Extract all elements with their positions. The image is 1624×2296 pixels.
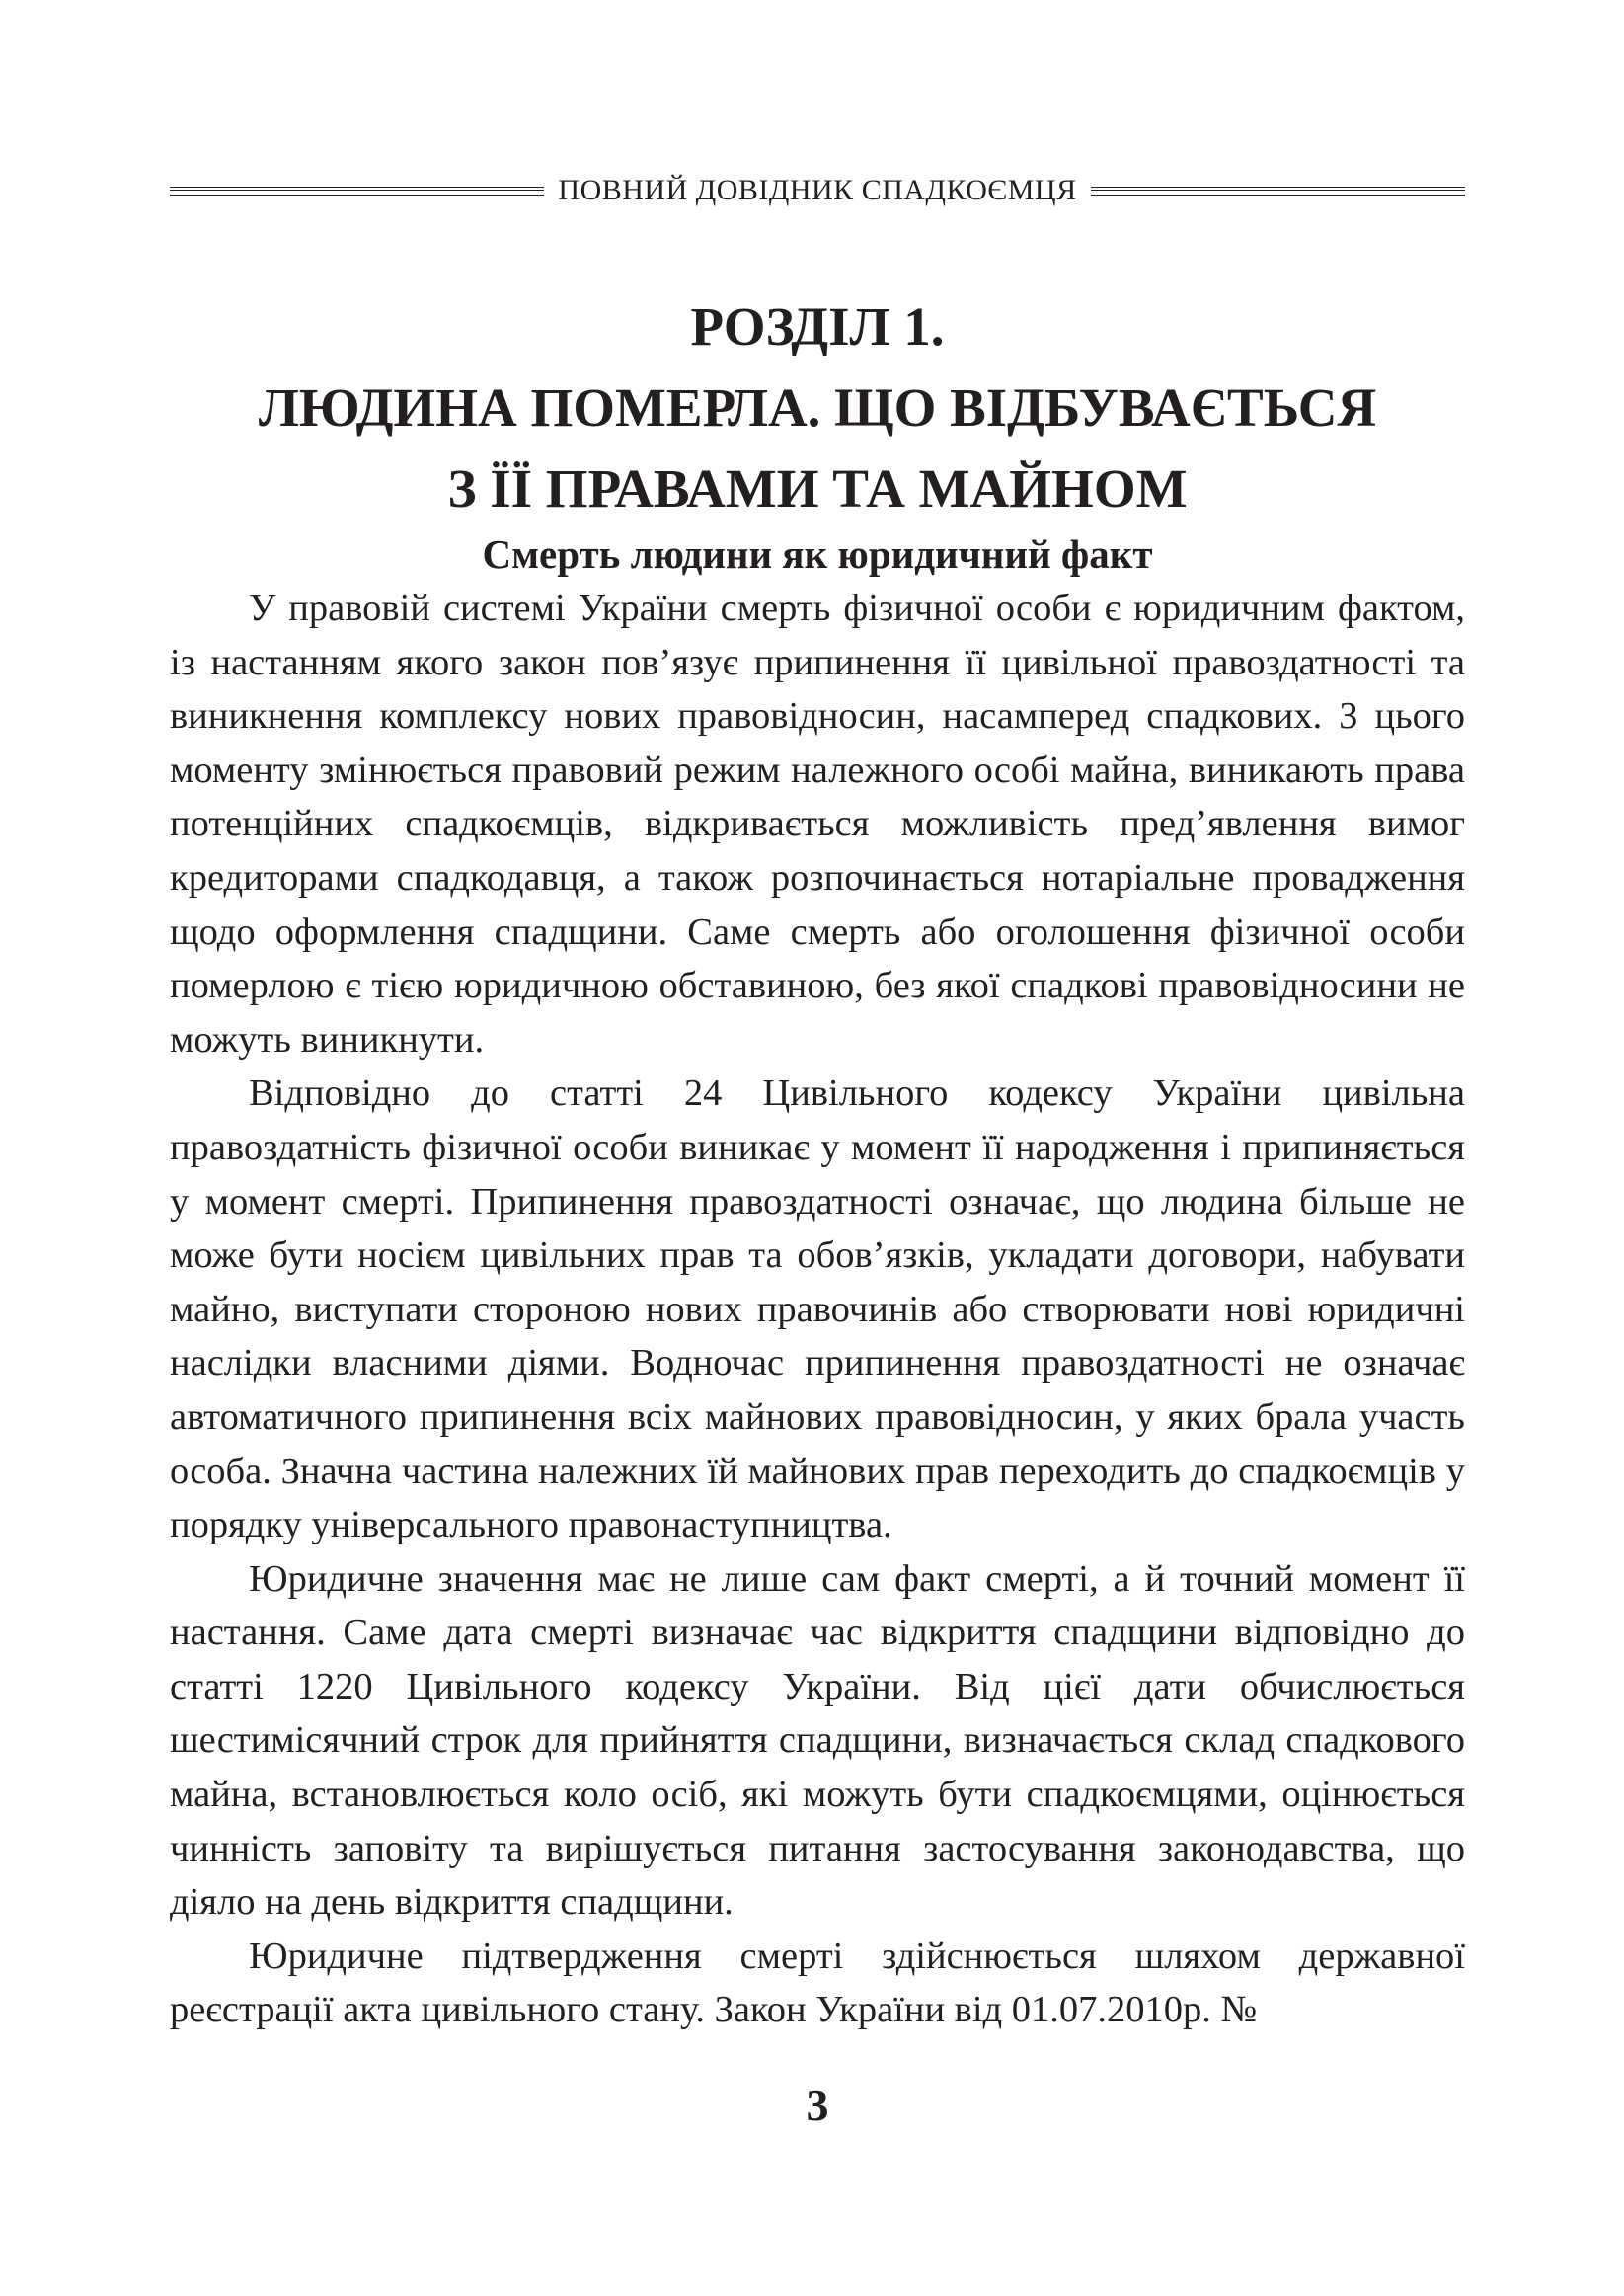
running-header: [170, 174, 1465, 207]
page-number: 3: [806, 2080, 829, 2130]
chapter-title: [170, 286, 1465, 529]
running-title: ПОВНИЙ ДОВІДНИК СПАДКОЄМЦЯ: [558, 174, 1077, 206]
paragraph: Відповідно до статті 24 Цивільного кодексу України цивільна правоздатність фізичної особи виникає у момент її народження і припиняється у момент смерті. Припинення правоздатності означає, що людина більше не може бути носієм цивільних прав та обов’язків, укладати договори, набувати майно, виступати стороною нових правочинів або створювати нові юридичні наслідки власними діями. Водночас припинення правоздатності не означає автоматичного припинення всіх майнових правовідносин, у яких брала участь особа. Значна частина належних їй майнових прав переходить до спадкоємців у порядку універсального правонаступництва.: [170, 1072, 1465, 1546]
paragraph: Юридичне підтвердження смерті здійснюється шляхом державної реєстрації акта цивільного стану. Закон України від 01.07.2010р. №: [170, 1935, 1465, 2031]
chapter-title-line: ЛЮДИНА ПОМЕРЛА. ЩО ВІДБУВАЄТЬСЯ: [258, 377, 1377, 437]
chapter-title-line: РОЗДІЛ 1.: [690, 296, 945, 356]
header-rule-right: [1091, 187, 1465, 196]
body-text: [170, 582, 1465, 2037]
paragraph: Юридичне значення має не лише сам факт смерті, а й точний момент її настання. Саме дата смерті визначає час відкриття спадщини відповідно до статті 1220 Цивільного кодексу України. Від цієї дати обчислюється шестимісячний строк для прийняття спадщини, визначається склад спадкового майна, встановлюється коло осіб, які можуть бути спадкоємцями, оцінюється чинність заповіту та вирішується питання застосування законодавства, що діяло на день відкриття спадщини.: [170, 1557, 1465, 1924]
header-rule-left: [170, 187, 544, 196]
chapter-title-line: З ЇЇ ПРАВАМИ ТА МАЙНОМ: [447, 458, 1188, 518]
section-heading: Смерть людини як юридичний факт: [482, 531, 1153, 577]
paragraph: У правовій системі України смерть фізичної особи є юридичним фактом, із настанням якого закон пов’язує припинення її цивільної правоздатності та виникнення комплексу нових правовідносин, насамперед спадкових. З цього моменту змінюється правовий режим належного особі майна, виникають права потенційних спадкоємців, відкривається можливість пред’явлення вимог кредиторами спадкодавця, а також розпочинається нотаріальне провадження щодо оформлення спадщини. Саме смерть або оголошення фізичної особи померлою є тією юридичною обставиною, без якої спадкові правовідносини не можуть виникнути.: [170, 588, 1465, 1061]
